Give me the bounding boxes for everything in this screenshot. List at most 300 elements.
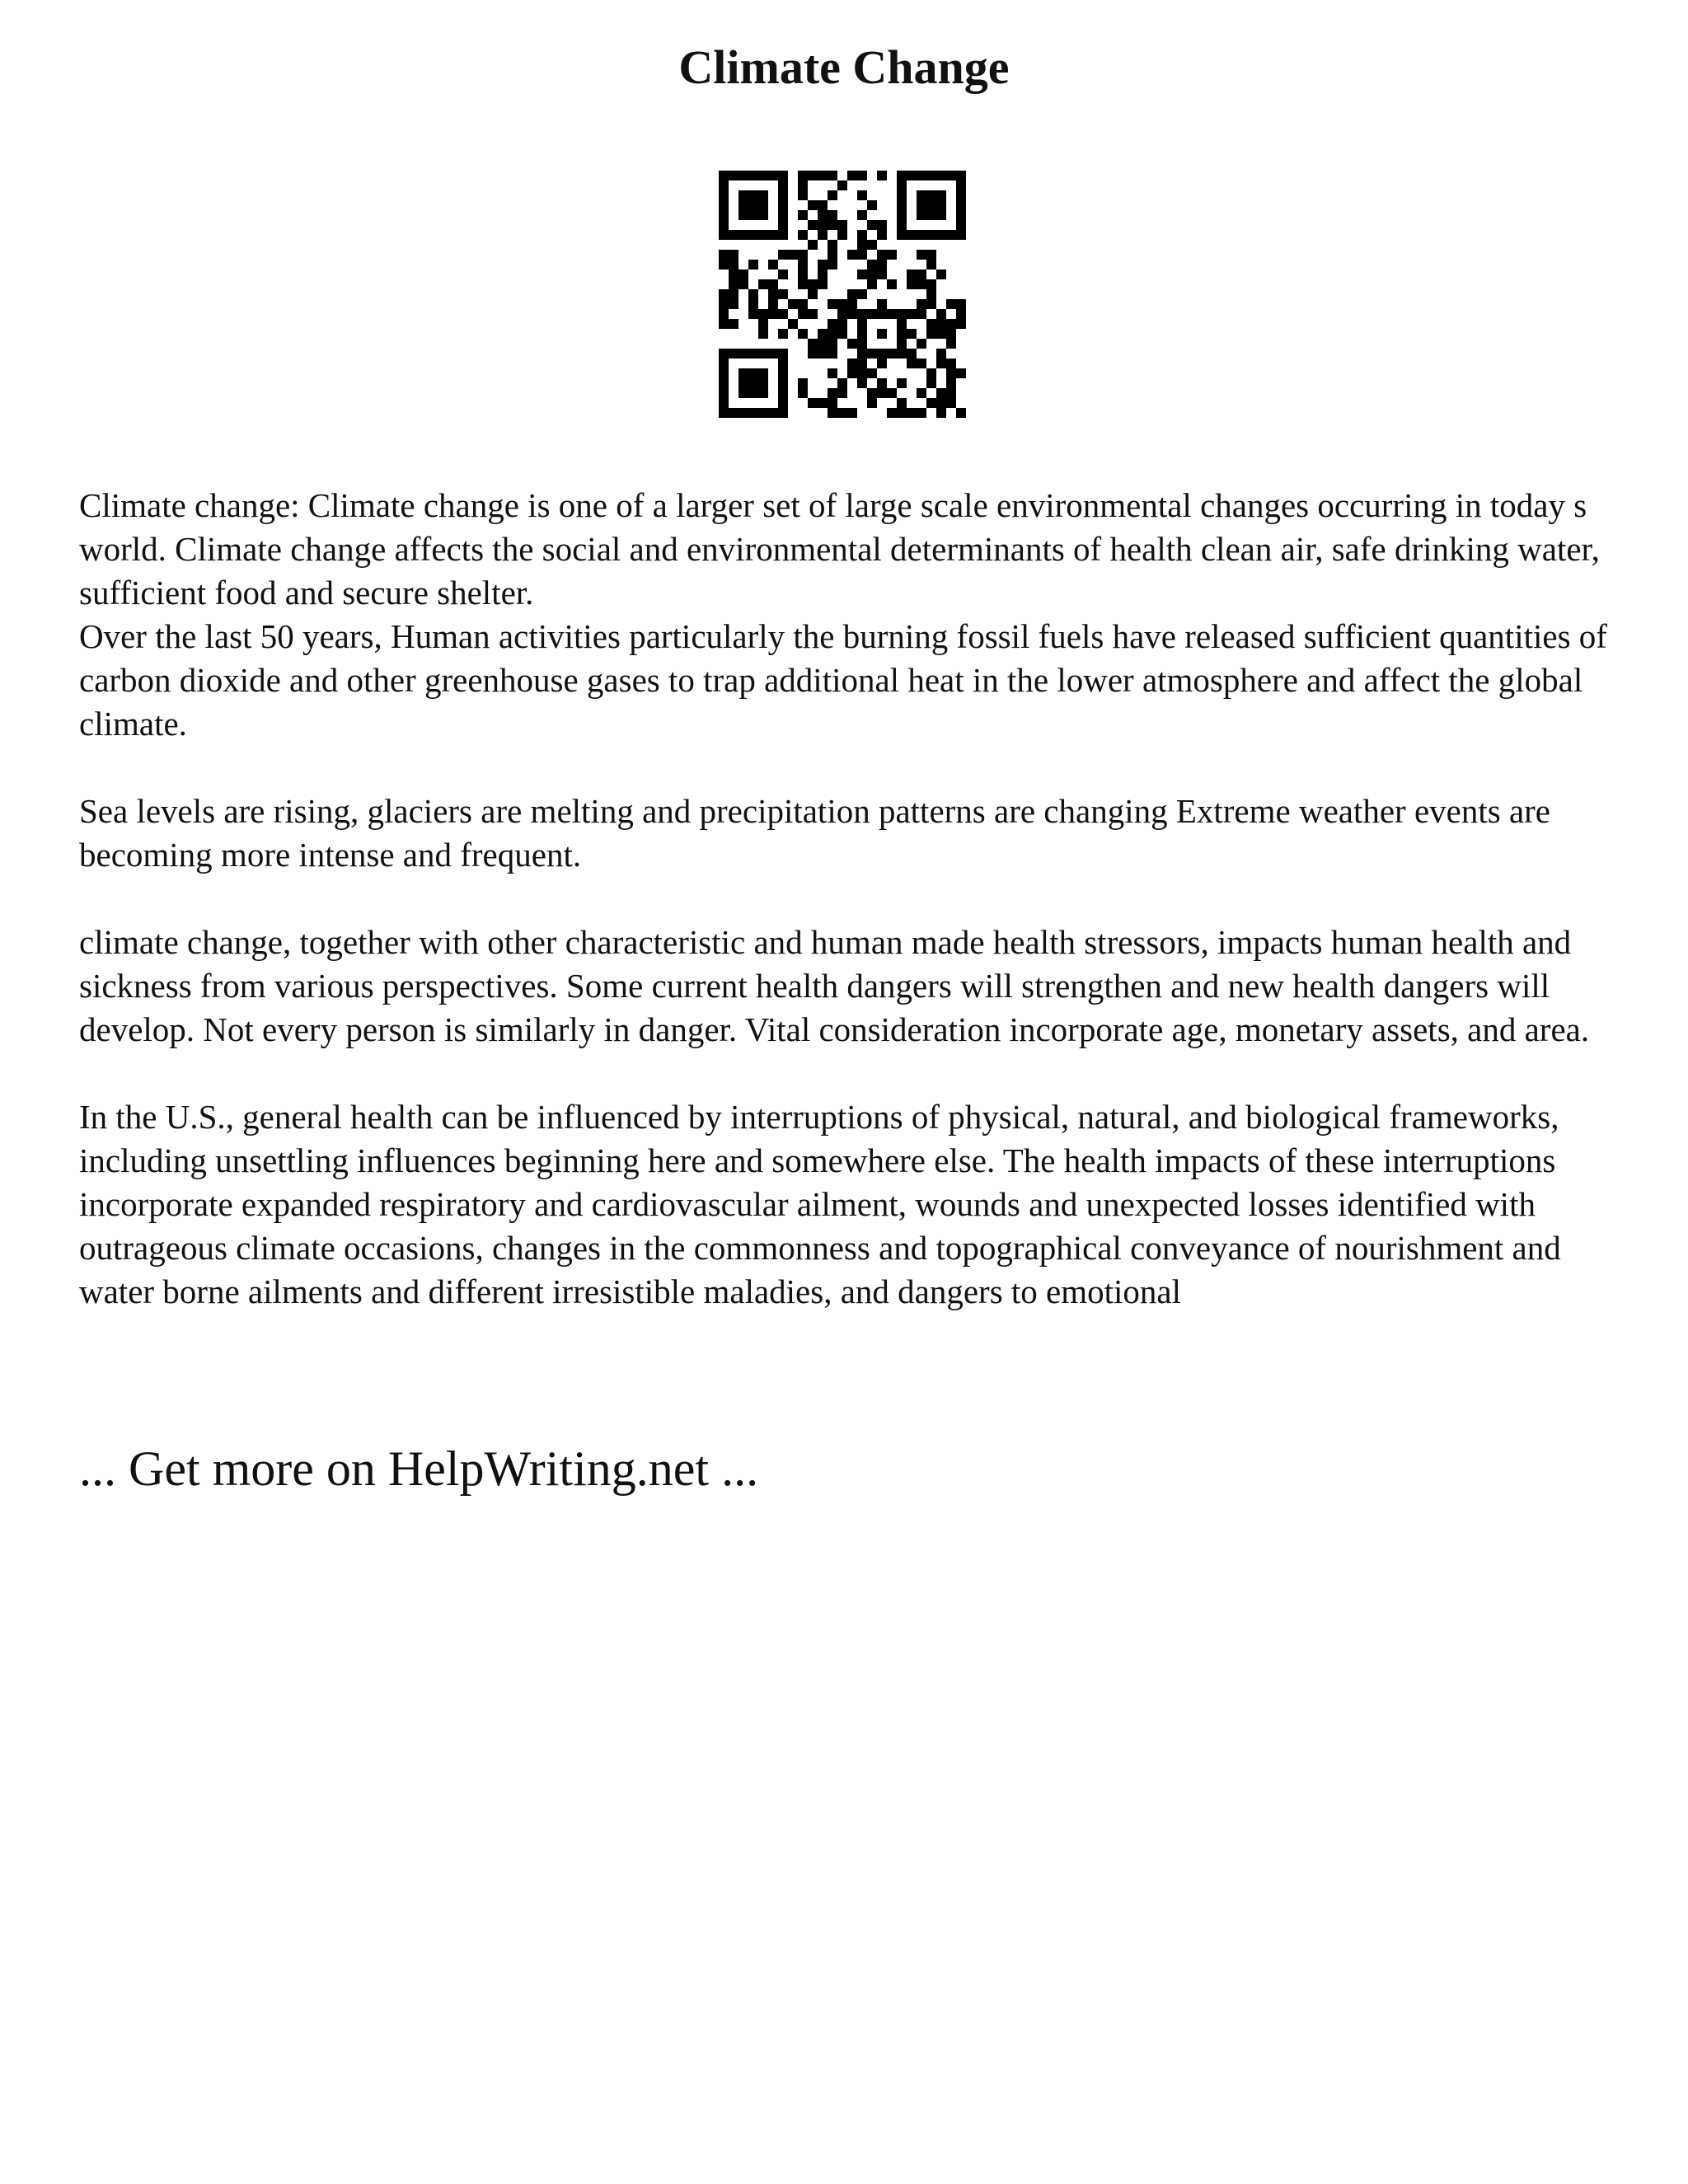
qr-module	[719, 220, 729, 230]
qr-module	[768, 299, 778, 309]
qr-module	[828, 339, 837, 349]
qr-module	[818, 339, 828, 349]
qr-module	[907, 359, 917, 368]
qr-module	[936, 329, 946, 339]
qr-module	[719, 359, 729, 368]
qr-module	[808, 220, 818, 230]
qr-module	[818, 171, 828, 180]
document-title: Climate Change	[678, 40, 1010, 94]
qr-module	[877, 250, 887, 260]
qr-module	[738, 269, 748, 279]
qr-module	[897, 398, 907, 408]
qr-module	[768, 309, 778, 319]
qr-module	[719, 299, 729, 309]
qr-module	[917, 190, 926, 200]
qr-module	[738, 368, 748, 378]
qr-module	[936, 319, 946, 329]
qr-module	[729, 171, 738, 180]
qr-module	[778, 180, 788, 190]
qr-module	[926, 279, 936, 289]
qr-module	[907, 171, 917, 180]
qr-module	[956, 309, 966, 319]
qr-module	[926, 171, 936, 180]
qr-module	[837, 378, 847, 388]
qr-module	[828, 190, 837, 200]
qr-module	[758, 210, 768, 220]
qr-module	[936, 388, 946, 398]
qr-module	[748, 309, 758, 319]
qr-module	[768, 260, 778, 269]
qr-module	[877, 309, 887, 319]
qr-module	[748, 210, 758, 220]
paragraph-us-health: In the U.S., general health can be influenced by interruptions of physical, natural, and biological frameworks, including unsettling influences beginning here and somewhere else. The health impacts of these interruptions incorporate expanded respiratory and cardiovascular ailment, wounds and unexpected losses identified with outrageous climate occasions, changes in the commonness and topographical conveyance of nourishment and water borne ailments and different irresistible maladies, and dangers to emotional	[79, 1098, 1561, 1310]
qr-module	[946, 339, 956, 349]
qr-module	[897, 319, 907, 329]
qr-module	[808, 339, 818, 349]
paragraph-health-stressors: climate change, together with other characteristic and human made health stressors, impacts human health and sickness from various perspectives. Some current health dangers will strengthen and new health dangers will develop. Not every person is similarly in danger. Vital consideration incorporate age, monetary assets, and area.	[79, 923, 1590, 1048]
qr-module	[719, 309, 729, 319]
qr-module	[758, 349, 768, 359]
qr-module	[857, 190, 867, 200]
qr-module	[778, 359, 788, 368]
paragraph-spacer	[79, 877, 1629, 921]
qr-module	[907, 408, 917, 418]
qr-module	[798, 279, 808, 289]
qr-module	[719, 388, 729, 398]
qr-module	[926, 368, 936, 378]
qr-module	[758, 388, 768, 398]
qr-module	[748, 190, 758, 200]
qr-module	[956, 171, 966, 180]
qr-module	[907, 230, 917, 240]
qr-module	[847, 339, 857, 349]
qr-module	[847, 289, 857, 299]
qr-module	[738, 279, 748, 289]
qr-module	[956, 200, 966, 210]
qr-module	[867, 269, 877, 279]
qr-module	[758, 190, 768, 200]
qr-module	[729, 269, 738, 279]
qr-module	[897, 200, 907, 210]
qr-module	[798, 210, 808, 220]
qr-module	[897, 349, 907, 359]
qr-module	[798, 329, 808, 339]
qr-module	[847, 171, 857, 180]
qr-module	[778, 368, 788, 378]
qr-module	[748, 230, 758, 240]
qr-module	[778, 210, 788, 220]
qr-module	[936, 230, 946, 240]
qr-module	[719, 230, 729, 240]
qr-module	[946, 319, 956, 329]
qr-module	[956, 408, 966, 418]
qr-module	[719, 408, 729, 418]
qr-module	[867, 388, 877, 398]
qr-module	[907, 309, 917, 319]
qr-module	[946, 388, 956, 398]
qr-module	[738, 171, 748, 180]
qr-module	[926, 398, 936, 408]
qr-module	[877, 230, 887, 240]
document-body	[79, 484, 1629, 1314]
qr-module	[828, 210, 837, 220]
qr-module	[897, 309, 907, 319]
qr-module	[857, 210, 867, 220]
qr-module	[748, 378, 758, 388]
qr-module	[837, 329, 847, 339]
qr-module	[768, 279, 778, 289]
qr-module	[798, 309, 808, 319]
qr-module	[719, 180, 729, 190]
qr-module	[956, 180, 966, 190]
qr-module	[778, 408, 788, 418]
qr-module	[926, 190, 936, 200]
qr-module	[738, 349, 748, 359]
qr-module	[926, 329, 936, 339]
qr-module	[798, 378, 808, 388]
qr-module	[887, 279, 897, 289]
qr-module	[808, 398, 818, 408]
paragraph-human-activities: Over the last 50 years, Human activities particularly the burning fossil fuels have released sufficient quantities of carbon dioxide and other greenhouse gases to trap additional heat in the lower atmosphere and affect the global climate.	[79, 617, 1607, 743]
qr-module	[778, 289, 788, 299]
qr-module	[818, 210, 828, 220]
qr-module	[857, 339, 867, 349]
qr-module	[946, 398, 956, 408]
qr-module	[788, 299, 798, 309]
qr-module	[877, 260, 887, 269]
qr-module	[847, 309, 857, 319]
qr-module	[857, 329, 867, 339]
qr-module	[828, 329, 837, 339]
qr-module	[956, 230, 966, 240]
qr-module	[808, 279, 818, 289]
qr-module	[738, 388, 748, 398]
qr-module	[936, 210, 946, 220]
qr-module	[907, 269, 917, 279]
qr-module	[778, 329, 788, 339]
qr-module	[877, 388, 887, 398]
qr-module	[946, 230, 956, 240]
qr-module	[917, 388, 926, 398]
qr-module	[926, 210, 936, 220]
qr-module	[936, 171, 946, 180]
qr-module	[778, 190, 788, 200]
qr-module	[857, 230, 867, 240]
qr-module	[719, 210, 729, 220]
qr-module	[778, 230, 788, 240]
qr-module	[719, 250, 729, 260]
qr-module	[897, 339, 907, 349]
qr-module	[867, 368, 877, 378]
paragraph-sea-levels: Sea levels are rising, glaciers are melting and precipitation patterns are changing Extreme weather events are becoming more intense and frequent.	[79, 792, 1551, 874]
qr-module	[857, 349, 867, 359]
qr-module	[818, 220, 828, 230]
qr-module	[828, 171, 837, 180]
qr-module	[936, 269, 946, 279]
qr-module	[729, 230, 738, 240]
qr-module	[828, 299, 837, 309]
qr-module	[936, 349, 946, 359]
qr-module	[719, 319, 729, 329]
qr-module	[768, 230, 778, 240]
qr-module	[917, 279, 926, 289]
qr-module	[828, 220, 837, 230]
qr-module	[897, 190, 907, 200]
qr-module	[917, 250, 926, 260]
qr-module	[956, 190, 966, 200]
qr-module	[778, 250, 788, 260]
qr-module	[808, 200, 818, 210]
qr-module	[818, 230, 828, 240]
qr-module	[847, 299, 857, 309]
qr-code-icon	[719, 171, 966, 418]
qr-module	[917, 359, 926, 368]
qr-module	[798, 180, 808, 190]
qr-module	[837, 230, 847, 240]
qr-module	[956, 319, 966, 329]
paragraph-spacer	[79, 746, 1629, 790]
qr-module	[719, 200, 729, 210]
qr-module	[738, 230, 748, 240]
qr-module	[798, 299, 808, 309]
qr-module	[808, 289, 818, 299]
qr-module	[917, 210, 926, 220]
qr-module	[768, 289, 778, 299]
qr-module	[778, 200, 788, 210]
qr-module	[758, 368, 768, 378]
qr-module	[956, 210, 966, 220]
qr-module	[926, 319, 936, 329]
qr-module	[837, 388, 847, 398]
qr-module	[738, 378, 748, 388]
qr-module	[798, 260, 808, 269]
qr-module	[907, 279, 917, 289]
qr-module	[897, 230, 907, 240]
qr-module	[837, 319, 847, 329]
qr-module	[917, 309, 926, 319]
qr-module	[867, 279, 877, 289]
qr-module	[867, 220, 877, 230]
qr-module	[897, 408, 907, 418]
qr-module	[887, 250, 897, 260]
qr-module	[917, 269, 926, 279]
qr-module	[758, 230, 768, 240]
qr-module	[778, 220, 788, 230]
qr-module	[847, 408, 857, 418]
qr-module	[857, 269, 867, 279]
qr-module	[748, 388, 758, 398]
qr-module	[818, 398, 828, 408]
qr-module	[877, 359, 887, 368]
qr-module	[729, 260, 738, 269]
qr-module	[828, 368, 837, 378]
qr-module	[808, 240, 818, 250]
qr-module	[917, 200, 926, 210]
qr-module	[788, 250, 798, 260]
qr-module	[857, 309, 867, 319]
qr-module	[837, 408, 847, 418]
qr-module	[887, 408, 897, 418]
qr-module	[719, 368, 729, 378]
qr-module	[778, 349, 788, 359]
qr-module	[917, 339, 926, 349]
qr-module	[748, 368, 758, 378]
qr-module	[867, 260, 877, 269]
qr-module	[907, 349, 917, 359]
qr-module	[798, 230, 808, 240]
qr-module	[897, 210, 907, 220]
qr-module	[907, 329, 917, 339]
qr-module	[778, 398, 788, 408]
qr-module	[837, 220, 847, 230]
qr-module	[719, 289, 729, 299]
qr-module	[748, 349, 758, 359]
qr-module	[748, 200, 758, 210]
qr-module	[936, 408, 946, 418]
qr-module	[936, 309, 946, 319]
qr-module	[788, 319, 798, 329]
qr-module	[847, 368, 857, 378]
qr-module	[828, 319, 837, 329]
qr-module	[738, 190, 748, 200]
qr-module	[828, 398, 837, 408]
qr-module	[808, 349, 818, 359]
qr-module	[778, 171, 788, 180]
get-more-link[interactable]: ... Get more on HelpWriting.net ...	[79, 1441, 759, 1496]
qr-module	[857, 368, 867, 378]
qr-module	[808, 171, 818, 180]
qr-module	[926, 378, 936, 388]
qr-module	[956, 299, 966, 309]
qr-module	[798, 388, 808, 398]
qr-module	[897, 171, 907, 180]
qr-module	[956, 368, 966, 378]
qr-module	[719, 378, 729, 388]
qr-module	[758, 329, 768, 339]
paragraph-intro: Climate change: Climate change is one of a larger set of large scale environmental changes occurring in today s world. Climate change affects the social and environmental determinants of health clean air, safe drinking water, sufficient food and secure shelter.	[79, 486, 1600, 612]
qr-module	[847, 359, 857, 368]
qr-module	[748, 289, 758, 299]
qr-module	[946, 378, 956, 388]
qr-module	[917, 299, 926, 309]
qr-module	[758, 319, 768, 329]
qr-module	[877, 299, 887, 309]
qr-module	[808, 309, 818, 319]
qr-module	[917, 408, 926, 418]
qr-module	[847, 250, 857, 260]
qr-module	[946, 171, 956, 180]
qr-module	[778, 388, 788, 398]
qr-module	[877, 269, 887, 279]
qr-module	[768, 349, 778, 359]
qr-module	[926, 299, 936, 309]
qr-module	[926, 289, 936, 299]
qr-module	[778, 378, 788, 388]
qr-module	[877, 378, 887, 388]
qr-module	[729, 299, 738, 309]
qr-module	[818, 329, 828, 339]
qr-module	[946, 368, 956, 378]
qr-module	[828, 349, 837, 359]
qr-module	[778, 309, 788, 319]
qr-module	[758, 309, 768, 319]
qr-module	[857, 240, 867, 250]
qr-module	[758, 279, 768, 289]
qr-module	[877, 329, 887, 339]
qr-module	[738, 210, 748, 220]
qr-module	[729, 349, 738, 359]
qr-module	[729, 279, 738, 289]
qr-module	[758, 200, 768, 210]
qr-module	[867, 240, 877, 250]
qr-module	[729, 319, 738, 329]
qr-module	[798, 190, 808, 200]
qr-module	[897, 180, 907, 190]
qr-module	[887, 349, 897, 359]
qr-code	[719, 171, 966, 418]
qr-module	[768, 171, 778, 180]
qr-module	[738, 200, 748, 210]
qr-module	[887, 309, 897, 319]
qr-module	[748, 260, 758, 269]
qr-module	[936, 200, 946, 210]
qr-module	[719, 349, 729, 359]
qr-module	[748, 408, 758, 418]
qr-module	[926, 250, 936, 260]
qr-module	[857, 289, 867, 299]
qr-module	[738, 408, 748, 418]
qr-module	[857, 378, 867, 388]
qr-module	[857, 250, 867, 260]
qr-module	[926, 260, 936, 269]
qr-module	[867, 200, 877, 210]
qr-module	[877, 349, 887, 359]
qr-module	[857, 171, 867, 180]
qr-module	[719, 260, 729, 269]
qr-module	[837, 180, 847, 190]
qr-module	[828, 408, 837, 418]
qr-module	[926, 230, 936, 240]
qr-module	[818, 349, 828, 359]
qr-module	[897, 220, 907, 230]
qr-module	[946, 299, 956, 309]
qr-module	[877, 220, 887, 230]
qr-module	[956, 220, 966, 230]
qr-module	[946, 359, 956, 368]
qr-module	[936, 190, 946, 200]
qr-module	[828, 388, 837, 398]
qr-module	[867, 398, 877, 408]
qr-module	[917, 230, 926, 240]
qr-module	[926, 200, 936, 210]
qr-module	[877, 171, 887, 180]
qr-module	[719, 398, 729, 408]
qr-module	[798, 171, 808, 180]
paragraph-spacer	[79, 1052, 1629, 1095]
qr-module	[778, 269, 788, 279]
qr-module	[719, 171, 729, 180]
qr-module	[917, 171, 926, 180]
qr-module	[798, 269, 808, 279]
qr-module	[758, 408, 768, 418]
qr-module	[758, 378, 768, 388]
qr-module	[818, 279, 828, 289]
qr-module	[828, 250, 837, 260]
qr-module	[729, 289, 738, 299]
qr-module	[729, 250, 738, 260]
qr-module	[946, 329, 956, 339]
qr-module	[758, 171, 768, 180]
